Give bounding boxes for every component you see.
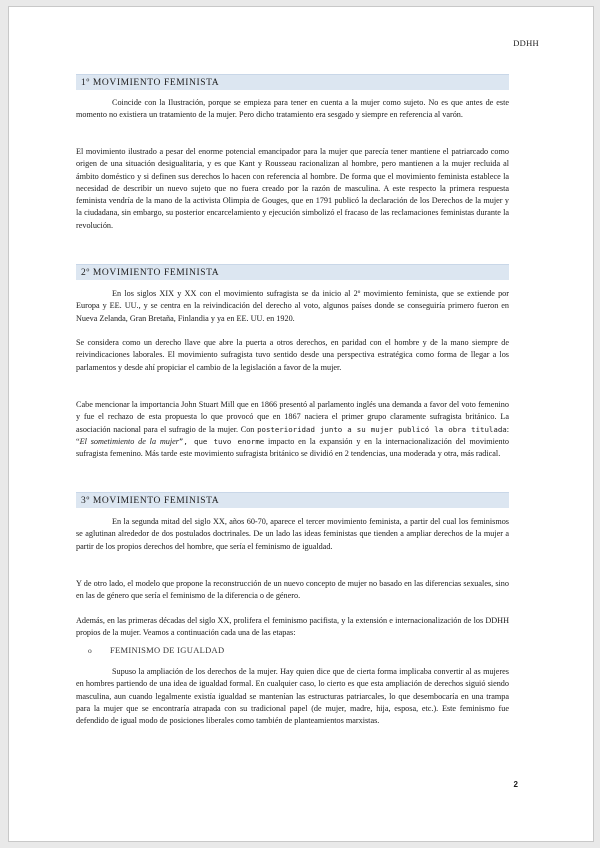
mill-text-part-3: : “ [76, 424, 509, 446]
section-3-paragraph-3: Además, en las primeras décadas del siglo XX, prolifera el feminismo pacifista, y la extensión e internacionalización de los DDHH propios de la mujer. Veamos a continuación cada una de las etapas: [76, 616, 509, 638]
subsection-heading-text: FEMINISMO DE IGUALDAD [110, 645, 225, 655]
mill-text-part-2: posterioridad junto a su mujer publicó la obra titulada [257, 424, 507, 434]
mill-text-part-5: impacto en la expansión y en la internacionalización del movimiento sufragista femenino. Más tarde este movimiento sufragista británico se dividió en 2 tendencias, una moderada y otra, más radical. [76, 436, 509, 459]
section-3-paragraph-1: En la segunda mitad del siglo XX, años 60-70, aparece el tercer movimiento feminista, a partir del cual los feminismos se aglutinan alrededor de dos postulados doctrinales. De un lado las ideas feministas que tienden a ampliar derechos de la mujer a partir de los propios derechos del hombre, que sería el feminismo de igualdad. [76, 517, 509, 551]
section-2-paragraph-1: En los siglos XIX y XX con el movimiento sufragista se da inicio al 2º movimiento feminista, que se extiende por Europa y EE. UU., y se centra en la reivindicación del derecho al voto, algunos países donde se conseguiría primero fueron en Nueva Zelanda, Gran Bretaña, Finlandia y ya en EE. UU. en 1920. [76, 289, 509, 323]
subsection-paragraph: Supuso la ampliación de los derechos de la mujer. Hay quien dice que de cierta forma implicaba convertir al as mujeres en hombres partiendo de una idea de igualdad formal. En cualquier caso, lo cierto es que esta ampliación de derechos siguió siendo masculina, aun cuando legalmente existía igualdad se mantenían las estructuras patriarcales, lo que desembocaría en una trampa para la mujer que se encontraría atrapada con su tradicional papel (de mujer, madre, hija, esposa, etc.). Este feminismo fue defendido de igual modo de posiciones liberales como también de planteamientos marxistas. [76, 667, 509, 726]
page-number: 2 [513, 780, 518, 789]
mill-text-part-4: ”, que tuvo enorme [178, 436, 265, 446]
section-1-paragraph-1: Coincide con la Ilustración, porque se empieza para tener en cuenta a la mujer como sujeto. No es que antes de este momento no existiera un tratamiento de la mujer. Pero dicho tratamiento era sesgado y siempre en referencia al varón. [76, 98, 509, 120]
section-heading-3: 3º MOVIMIENTO FEMINISTA [76, 492, 509, 508]
section-heading-1: 1º MOVIMIENTO FEMINISTA [76, 74, 509, 90]
section-heading-2: 2º MOVIMIENTO FEMINISTA [76, 264, 509, 280]
book-title: El sometimiento de la mujer [79, 436, 179, 446]
section-2-paragraph-2: Se considera como un derecho llave que abre la puerta a otros derechos, en paridad con el hombre y de la mano siempre de reivindicaciones laborales. El movimiento sufragista tuvo sentido desde una perspectiva estratégica como forma de llegar a los parlamentos y desde ahí propiciar el cambio de la legislación a favor de la mujer. [76, 338, 509, 372]
running-header: DDHH [513, 38, 539, 48]
mill-text-part-1: Cabe mencionar la importancia John Stuart Mill que en 1866 presentó al parlamento inglés una demanda a favor del voto femenino y fue el rechazo de esta propuesta lo que provocó que en 1867 naciera el primer grupo claramente sufragista británico. La asociación nacional para el sufragio de la mujer. Con [76, 400, 509, 434]
section-1-paragraph-2: El movimiento ilustrado a pesar del enorme potencial emancipador para la mujer que parecía tener mantiene el patriarcado como origen de una situación desigualitaria, y es que Kant y Rousseau racionalizan al hombre, pero mantienen a la mujer recluida al ámbito doméstico y si definen sus derechos lo hacen con referencia al hombre. De forma que el movimiento feminista establece la necesidad de describir un nuevo sujeto que no fuera creado por la razón de masculina. A este respecto la primera respuesta feminista vendría de la mano de la activista Olimpia de Gouges, que en 1791 publicó la declaración de los Derechos de la mujer y la ciudadana, sin embargo, su posterior encarcelamiento y ejecución simbolizó el fracaso de las reclamaciones feministas durante la revolución. [76, 147, 509, 230]
section-2-paragraph-3 [76, 399, 509, 460]
bullet-marker: o [88, 646, 93, 655]
section-3-paragraph-2: Y de otro lado, el modelo que propone la reconstrucción de un nuevo concepto de mujer no basado en las diferencias sexuales, sino en las de género que sería el feminismo de la diferencia o de género. [76, 579, 509, 601]
subsection-heading [88, 645, 224, 655]
